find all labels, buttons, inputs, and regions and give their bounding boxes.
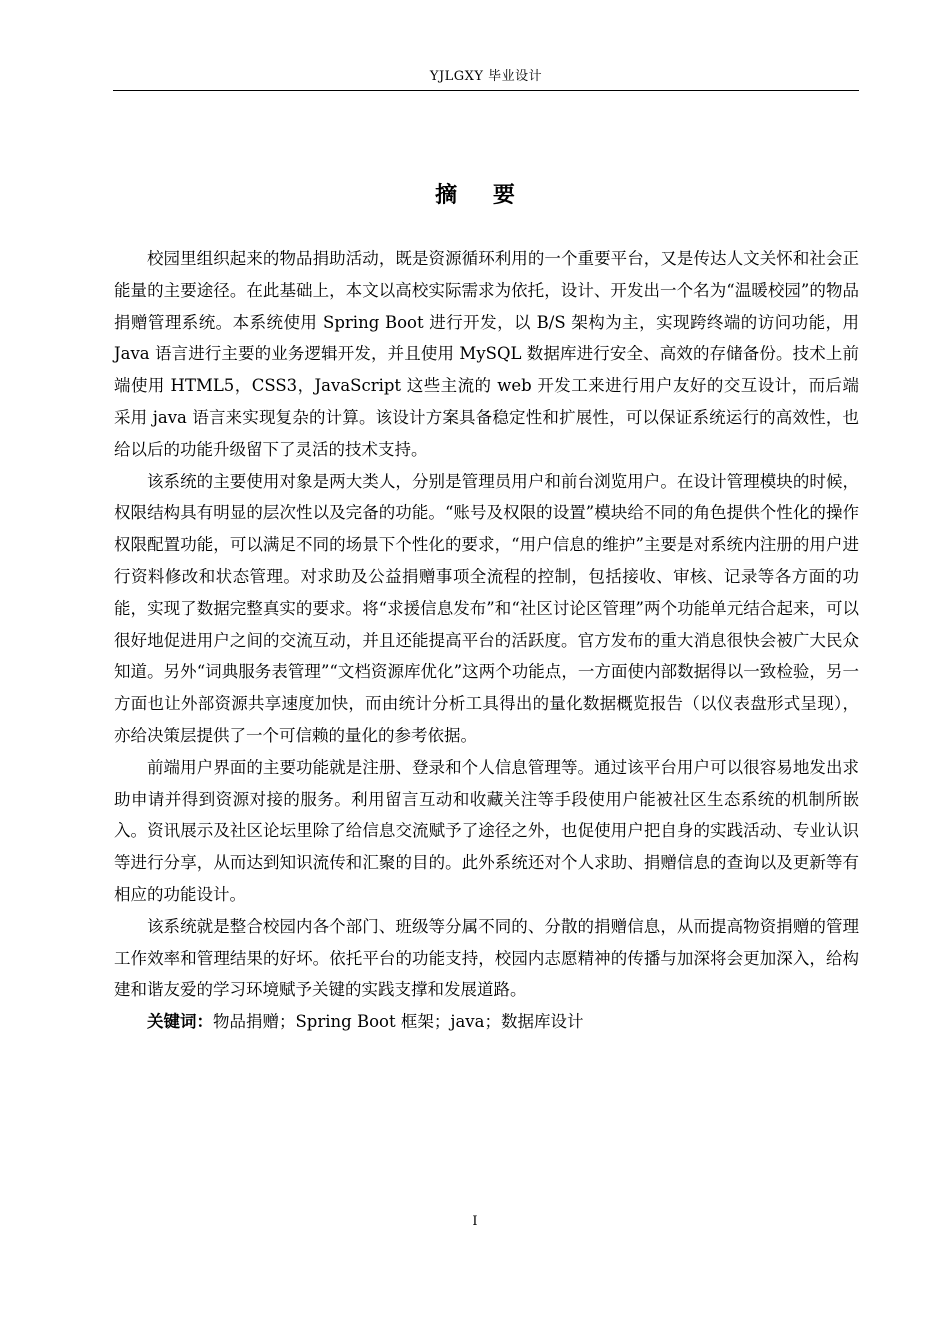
abstract-paragraph-3: 前端用户界面的主要功能就是注册、登录和个人信息管理等。通过该平台用户可以很容易地发出求助申请并得到资源对接的服务。利用留言互动和收藏关注等手段使用户能被社区生态系统的机制所嵌入。资讯展示及社区论坛里除了给信息交流赋予了途径之外，也促使用户把自身的实践活动、专业认识等进行分享，从而达到知识流传和汇聚的目的。此外系统还对个人求助、捐赠信息的查询以及更新等有相应的功能设计。: [114, 757, 859, 904]
keywords-value: 物品捐赠；Spring Boot 框架；java；数据库设计: [213, 1012, 584, 1032]
keywords-label: 关键词：: [147, 1012, 213, 1032]
page-number: I: [472, 1214, 478, 1229]
abstract-title: 摘 要: [435, 182, 529, 208]
abstract-paragraph-2: 该系统的主要使用对象是两大类人，分别是管理员用户和前台浏览用户。在设计管理模块的时候，权限结构具有明显的层次性以及完备的功能。“账号及权限的设置”模块给不同的角色提供个性化的操作权限配置功能，可以满足不同的场景下个性化的要求，“用户信息的维护”主要是对系统内注册的用户进行资料修改和状态管理。对求助及公益捐赠事项全流程的控制，包括接收、审核、记录等各方面的功能，实现了数据完整真实的要求。将“求援信息发布”和“社区讨论区管理”两个功能单元结合起来，可以很好地促进用户之间的交流互动，并且还能提高平台的活跃度。官方发布的重大消息很快会被广大民众知道。另外“词典服务表管理”“文档资源库优化”这两个功能点，一方面使内部数据得以一致检验，另一方面也让外部资源共享速度加快，而由统计分析工具得出的量化数据概览报告（以仪表盘形式呈现），亦给决策层提供了一个可信赖的量化的参考依据。: [114, 471, 859, 745]
abstract-paragraph-1: 校园里组织起来的物品捐助活动，既是资源循环利用的一个重要平台，又是传达人文关怀和社会正能量的主要途径。在此基础上，本文以高校实际需求为依托，设计、开发出一个名为“温暖校园”的物品捐赠管理系统。本系统使用 Spring Boot 进行开发，以 B/S 架构为主，实现跨终端的访问功能，用 Java 语言进行主要的业务逻辑开发，并且使用 MySQL 数据库进行安全、高效的存储备份。技术上前端使用 HTML5，CSS3，JavaScript 这些主流的 web 开发工来进行用户友好的交互设计，而后端采用 java 语言来实现复杂的计算。该设计方案具备稳定性和扩展性，可以保证系统运行的高效性，也给以后的功能升级留下了灵活的技术支持。: [114, 249, 859, 459]
header-text: YJLGXY 毕业设计: [429, 69, 543, 84]
abstract-paragraph-4: 该系统就是整合校园内各个部门、班级等分属不同的、分散的捐赠信息，从而提高物资捐赠的管理工作效率和管理结果的好坏。依托平台的功能支持，校园内志愿精神的传播与加深将会更加深入，给构建和谐友爱的学习环境赋予关键的实践支撑和发展道路。: [114, 916, 859, 1000]
keywords-line: [114, 1006, 859, 1038]
page-header: [113, 66, 859, 91]
abstract-body: [114, 243, 859, 1038]
